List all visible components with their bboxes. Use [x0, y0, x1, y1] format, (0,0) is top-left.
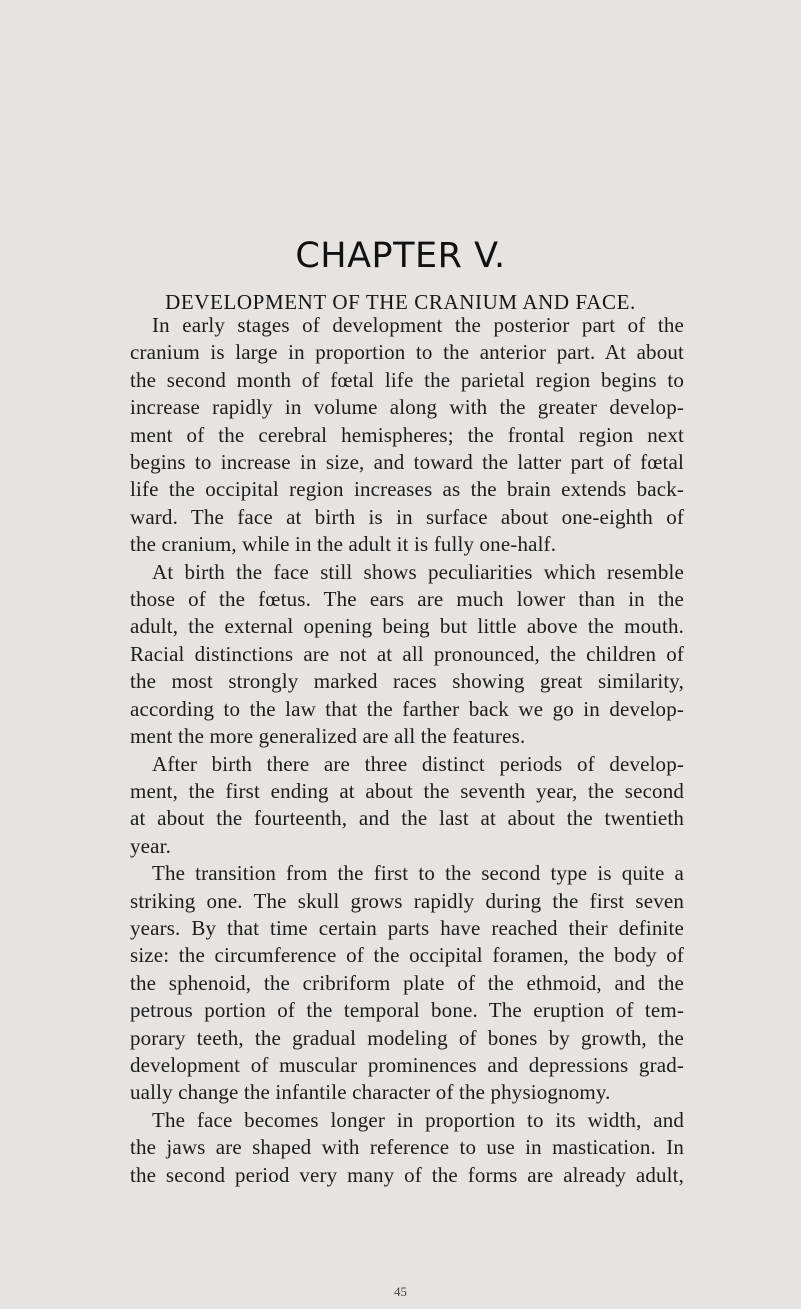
text-line: the most strongly marked races showing great similarity,	[130, 669, 684, 694]
text-line: the jaws are shaped with reference to use in mastication. In	[130, 1135, 684, 1160]
page-number: 45	[394, 1284, 407, 1299]
paragraph	[130, 312, 684, 559]
text-line: cranium is large in proportion to the anterior part. At about	[130, 340, 684, 365]
text-line: In early stages of development the posterior part of the	[152, 313, 684, 337]
text-line: porary teeth, the gradual modeling of bones by growth, the	[130, 1025, 684, 1050]
text-line: adult, the external opening being but little above the mouth.	[130, 614, 684, 639]
text-line: the cranium, while in the adult it is fully one-half.	[130, 532, 557, 557]
text-line: ually change the infantile character of the physiognomy.	[130, 1080, 611, 1105]
body-text	[130, 312, 684, 1189]
text-line: ment, the first ending at about the seventh year, the second	[130, 778, 684, 803]
text-line: according to the law that the farther back we go in develop-	[130, 696, 684, 721]
text-line: increase rapidly in volume along with the greater develop-	[130, 395, 684, 420]
paragraph	[130, 751, 684, 861]
text-line: size: the circumference of the occipital foramen, the body of	[130, 943, 684, 968]
text-line: the sphenoid, the cribriform plate of the ethmoid, and the	[130, 970, 684, 995]
text-line: Racial distinctions are not at all pronounced, the children of	[130, 641, 684, 666]
text-line: petrous portion of the temporal bone. The eruption of tem-	[130, 998, 684, 1023]
text-line: After birth there are three distinct periods of develop-	[152, 751, 684, 776]
text-line: begins to increase in size, and toward the latter part of fœtal	[130, 450, 684, 475]
text-line: year.	[130, 833, 171, 858]
text-line: At birth the face still shows peculiarities which resemble	[152, 559, 684, 584]
text-line: The transition from the first to the second type is quite a	[152, 861, 684, 886]
text-line: at about the fourteenth, and the last at about the twentieth	[130, 806, 684, 831]
text-line: ment the more generalized are all the features.	[130, 724, 526, 749]
section-title: DEVELOPMENT OF THE CRANIUM AND FACE.	[165, 290, 636, 314]
text-line: ment of the cerebral hemispheres; the frontal region next	[130, 422, 684, 447]
paragraph	[130, 860, 684, 1107]
text-line: ward. The face at birth is in surface about one-eighth of	[130, 504, 684, 529]
text-line: striking one. The skull grows rapidly during the first seven	[130, 888, 684, 913]
text-line: years. By that time certain parts have reached their definite	[130, 915, 684, 940]
paragraph	[130, 559, 684, 751]
text-line: life the occipital region increases as the brain extends back-	[130, 477, 684, 502]
text-line: development of muscular prominences and depressions grad-	[130, 1052, 684, 1077]
text-line: those of the fœtus. The ears are much lower than in the	[130, 587, 684, 612]
text-line: The face becomes longer in proportion to its width, and	[152, 1107, 684, 1132]
paragraph	[130, 1107, 684, 1189]
chapter-heading: CHAPTER V.	[295, 236, 506, 276]
text-line: the second month of fœtal life the parietal region begins to	[130, 367, 684, 392]
text-line: the second period very many of the forms are already adult,	[130, 1162, 684, 1187]
